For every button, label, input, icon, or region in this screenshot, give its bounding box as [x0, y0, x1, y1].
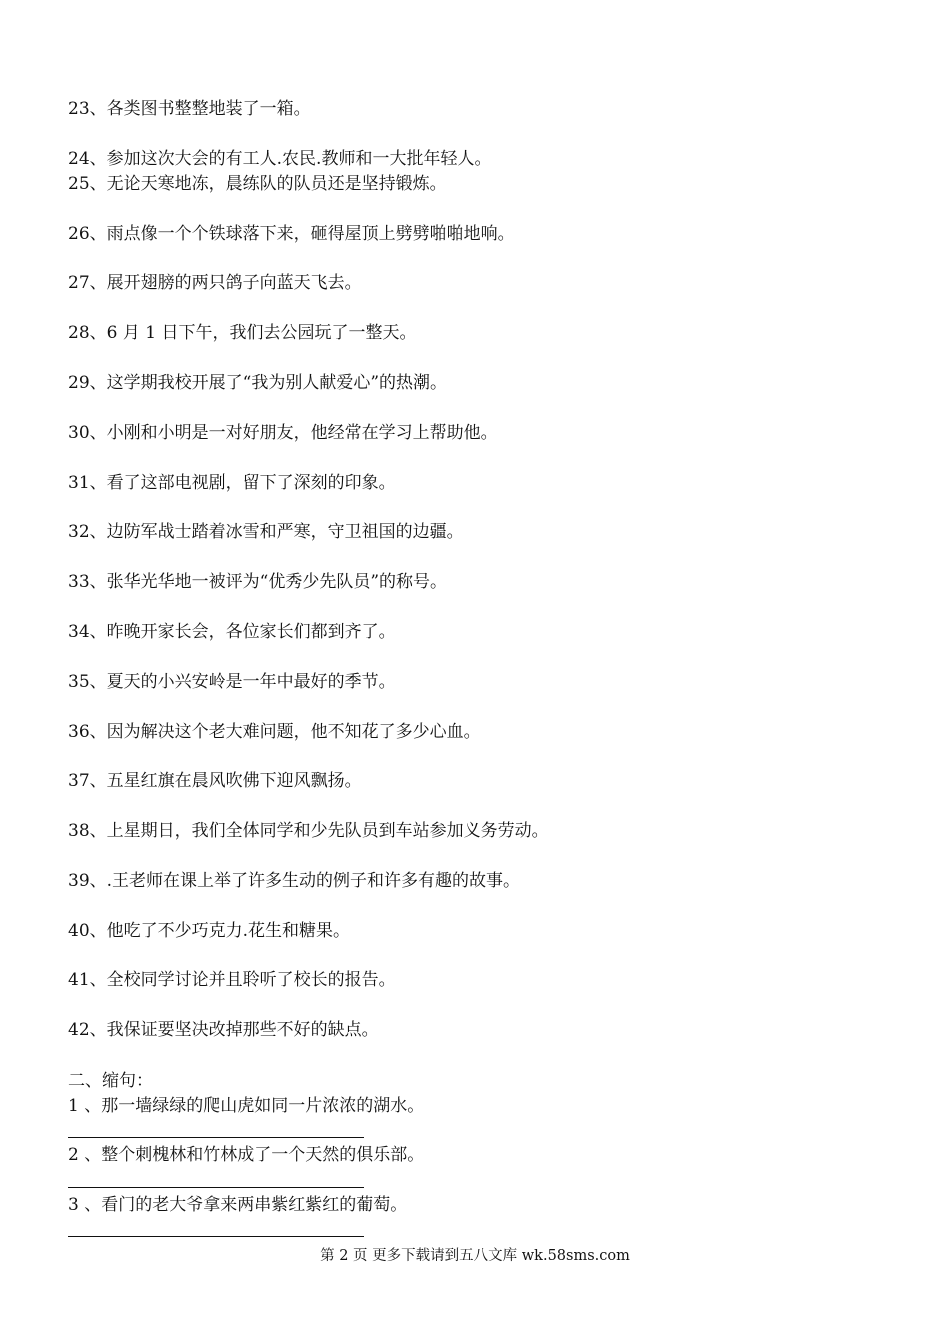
- sentence-24: 24、参加这次大会的有工人.农民.教师和一大批年轻人。: [68, 149, 492, 169]
- sentence-27: 27、展开翅膀的两只鸽子向蓝天飞去。: [68, 273, 362, 293]
- sentence-41: 41、全校同学讨论并且聆听了校长的报告。: [68, 970, 396, 990]
- answer-line-2: [68, 1187, 364, 1188]
- shorten-item-2: 2 、整个刺槐林和竹林成了一个天然的俱乐部。: [68, 1145, 425, 1165]
- sentence-35: 35、夏天的小兴安岭是一年中最好的季节。: [68, 672, 396, 692]
- sentence-23: 23、各类图书整整地装了一箱。: [68, 99, 311, 119]
- sentence-36: 36、因为解决这个老大难问题，他不知花了多少心血。: [68, 722, 481, 742]
- answer-line-1: [68, 1137, 364, 1138]
- sentence-42: 42、我保证要坚决改掉那些不好的缺点。: [68, 1020, 379, 1040]
- sentence-39: 39、.王老师在课上举了许多生动的例子和许多有趣的故事。: [68, 871, 521, 891]
- sentence-28: 28、6 月 1 日下午，我们去公园玩了一整天。: [68, 323, 417, 343]
- section-title: 二、缩句：: [68, 1071, 153, 1091]
- sentence-31: 31、看了这部电视剧，留下了深刻的印象。: [68, 473, 396, 493]
- sentence-33: 33、张华光华地一被评为“优秀少先队员”的称号。: [68, 572, 448, 592]
- sentence-40: 40、他吃了不少巧克力.花生和糖果。: [68, 921, 351, 941]
- sentence-25: 25、无论天寒地冻，晨练队的队员还是坚持锻炼。: [68, 174, 447, 194]
- shorten-item-1: 1 、那一墙绿绿的爬山虎如同一片浓浓的湖水。: [68, 1096, 425, 1116]
- sentence-38: 38、上星期日，我们全体同学和少先队员到车站参加义务劳动。: [68, 821, 549, 841]
- sentence-30: 30、小刚和小明是一对好朋友，他经常在学习上帮助他。: [68, 423, 498, 443]
- sentence-37: 37、五星红旗在晨风吹佛下迎风飘扬。: [68, 771, 362, 791]
- sentence-29: 29、这学期我校开展了“我为别人献爱心”的热潮。: [68, 373, 448, 393]
- sentence-26: 26、雨点像一个个铁球落下来，砸得屋顶上劈劈啪啪地响。: [68, 224, 515, 244]
- shorten-item-3: 3 、看门的老大爷拿来两串紫红紫红的葡萄。: [68, 1195, 408, 1215]
- sentence-32: 32、边防军战士踏着冰雪和严寒，守卫祖国的边疆。: [68, 522, 464, 542]
- answer-line-3: [68, 1236, 364, 1237]
- page-footer: 第 2 页 更多下载请到五八文库 wk.58sms.com: [320, 1248, 630, 1264]
- sentence-34: 34、昨晚开家长会，各位家长们都到齐了。: [68, 622, 396, 642]
